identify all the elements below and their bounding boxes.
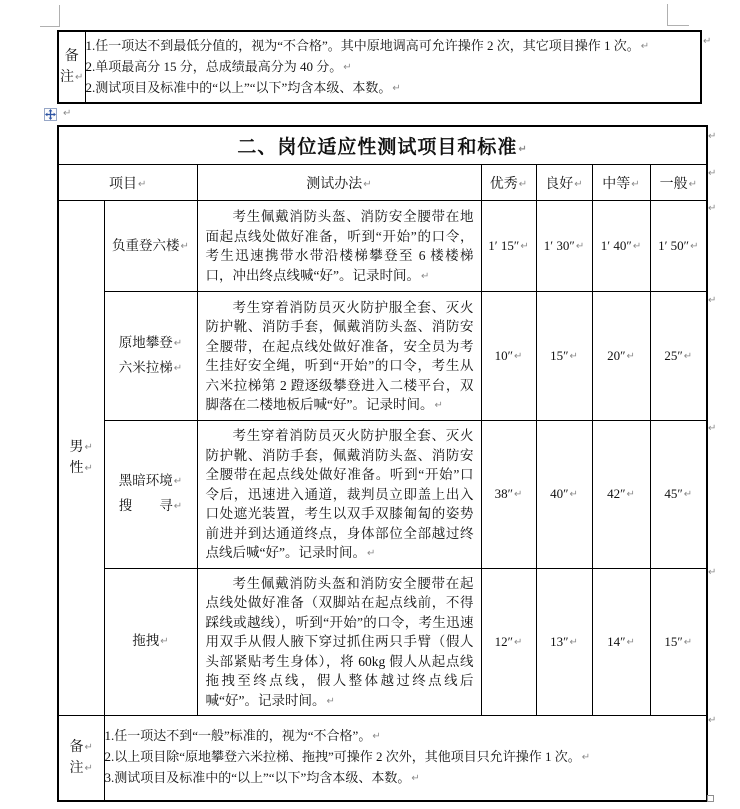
value-good[interactable]: 13″ ↵ [536,568,592,716]
pilcrow-icon [707,563,719,575]
value-good[interactable]: 15″ ↵ [536,292,592,421]
table-title: 二、岗位适应性测试项目和标准 ↵ [237,137,527,158]
table-title-cell[interactable] [58,126,707,165]
item-name-cell[interactable]: 黑暗环境 ↵ 搜 寻 ↵ [104,421,197,569]
value-medium[interactable]: 1′ 40″ ↵ [592,201,650,292]
remark-label-char: 注 ↵ [60,70,83,85]
pilcrow-icon [707,419,719,431]
value-general[interactable]: 25″ ↵ [650,292,707,421]
bottom-remark-label-cell[interactable] [58,716,104,801]
pilcrow-icon [707,164,719,176]
table-move-handle[interactable] [44,108,57,121]
gender-group-cell[interactable] [58,201,104,716]
top-remark-table [57,30,702,104]
note-line: 1.任一项达不到最低分值的，视为“不合格”。其中原地调高可允许操作 2 次，其它项目操作 1 次。 ↵ [86,38,650,53]
value-excellent[interactable]: 10″ ↵ [481,292,536,421]
item-name-cell[interactable]: 原地攀登 ↵ 六米拉梯 ↵ [104,292,197,421]
note-line: 3.测试项目及标准中的“以上”“以下”均含本级、本数。 ↵ [105,770,420,785]
value-general[interactable]: 45″ ↵ [650,421,707,569]
item-name-cell[interactable]: 负重登六楼 ↵ [104,201,197,292]
note-line: 1.任一项达不到“一般”标准的，视为“不合格”。 ↵ [105,728,381,743]
pilcrow-icon [707,291,719,303]
table-row [58,292,707,421]
pilcrow-icon [707,127,719,139]
value-medium[interactable]: 14″ ↵ [592,568,650,716]
gender-char: 性 ↵ [70,461,93,476]
pilcrow-icon [707,199,719,211]
pilcrow-icon [420,268,429,283]
note-line: 2.单项最高分 15 分，总成绩最高分为 40 分。 ↵ [86,59,352,74]
bottom-remark-notes-cell[interactable] [104,716,707,801]
pilcrow-icon [325,693,334,708]
remark-label-char: 备 ↵ [70,740,93,755]
method-cell[interactable]: 考生佩戴消防头盔、消防安全腰带在地面起点线处做好准备，听到“开始”的口令，考生迅速携带水带沿楼梯攀登至 6 楼楼梯口，冲出终点线喊“好”。记录时间。 ↵ [197,201,481,292]
value-general[interactable]: 1′ 50″ ↵ [650,201,707,292]
table-row [58,568,707,716]
value-good[interactable]: 40″ ↵ [536,421,592,569]
value-good[interactable]: 1′ 30″ ↵ [536,201,592,292]
header-medium[interactable]: 中等 ↵ [592,165,650,201]
note-line: 2.测试项目及标准中的“以上”“以下”均含本级、本数。 ↵ [86,80,401,95]
header-general[interactable]: 一般 ↵ [650,165,707,201]
value-excellent[interactable]: 38″ ↵ [481,421,536,569]
header-good[interactable]: 良好 ↵ [536,165,592,201]
text-boundary-corner-right-icon [667,25,689,26]
value-medium[interactable]: 20″ ↵ [592,292,650,421]
remark-label-char: 注 ↵ [70,761,93,776]
method-cell[interactable]: 考生佩戴消防头盔和消防安全腰带在起点线处做好准备（双脚站在起点线前，不得踩线或越线），听到“开始”的口令，考生迅速用双手从假人腋下穿过抓住两只手臂（假人头部紧贴考生身体），将 60kg 假人从起点线拖拽至终点线，假人整体越过终点线后喊“好”。记录时间。 ↵ [197,568,481,716]
header-excellent[interactable]: 优秀 ↵ [481,165,536,201]
value-general[interactable]: 15″ ↵ [650,568,707,716]
pilcrow-icon [702,32,711,50]
pilcrow-icon [707,711,719,723]
text-boundary-corner-right-icon [667,4,668,26]
method-cell[interactable]: 考生穿着消防员灭火防护服全套、灭火防护靴、消防手套，佩戴消防头盔、消防安全腰带，在起点线处做好准备，安全员为考生挂好安全绳，听到“开始”的口令，考生从六米拉梯第 2 蹬逐级攀登进入二楼平台，双脚落在二楼地板后喊“好”。记录时间。 ↵ [197,292,481,421]
top-remark-label-cell[interactable] [58,31,85,103]
header-method[interactable]: 测试办法 ↵ [197,165,481,201]
note-line: 2.以上项目除“原地攀登六米拉梯、拖拽”可操作 2 次外，其他项目只允许操作 1 次。 ↵ [105,749,591,764]
table-resize-handle[interactable] [707,795,714,802]
table-row [58,421,707,569]
top-remark-notes-cell[interactable] [85,31,701,103]
pilcrow-icon [366,545,375,560]
main-test-table [57,125,708,802]
move-arrows-icon [45,109,56,120]
table-row [58,716,707,801]
header-project[interactable]: 项目 ↵ [58,165,197,201]
pilcrow-icon [433,397,442,412]
remark-label-char: 备 [64,49,79,64]
text-boundary-corner-left-icon [40,26,60,27]
gender-char: 男 ↵ [70,440,93,455]
text-boundary-corner-left-icon [59,5,60,27]
item-name-cell[interactable]: 拖拽 ↵ [104,568,197,716]
value-excellent[interactable]: 1′ 15″ ↵ [481,201,536,292]
table-row [58,201,707,292]
value-medium[interactable]: 42″ ↵ [592,421,650,569]
pilcrow-icon [62,104,71,122]
method-cell[interactable]: 考生穿着消防员灭火防护服全套、灭火防护靴、消防手套，佩戴消防头盔、消防安全腰带在起点线处做好准备。听到“开始”口令后，迅速进入通道，裁判员立即盖上出入口处遮光装置，考生以双手双膝匍匐的姿势前进并到达通道终点，身体部位全部越过终点线后喊“好”。记录时间。 ↵ [197,421,481,569]
value-excellent[interactable]: 12″ ↵ [481,568,536,716]
